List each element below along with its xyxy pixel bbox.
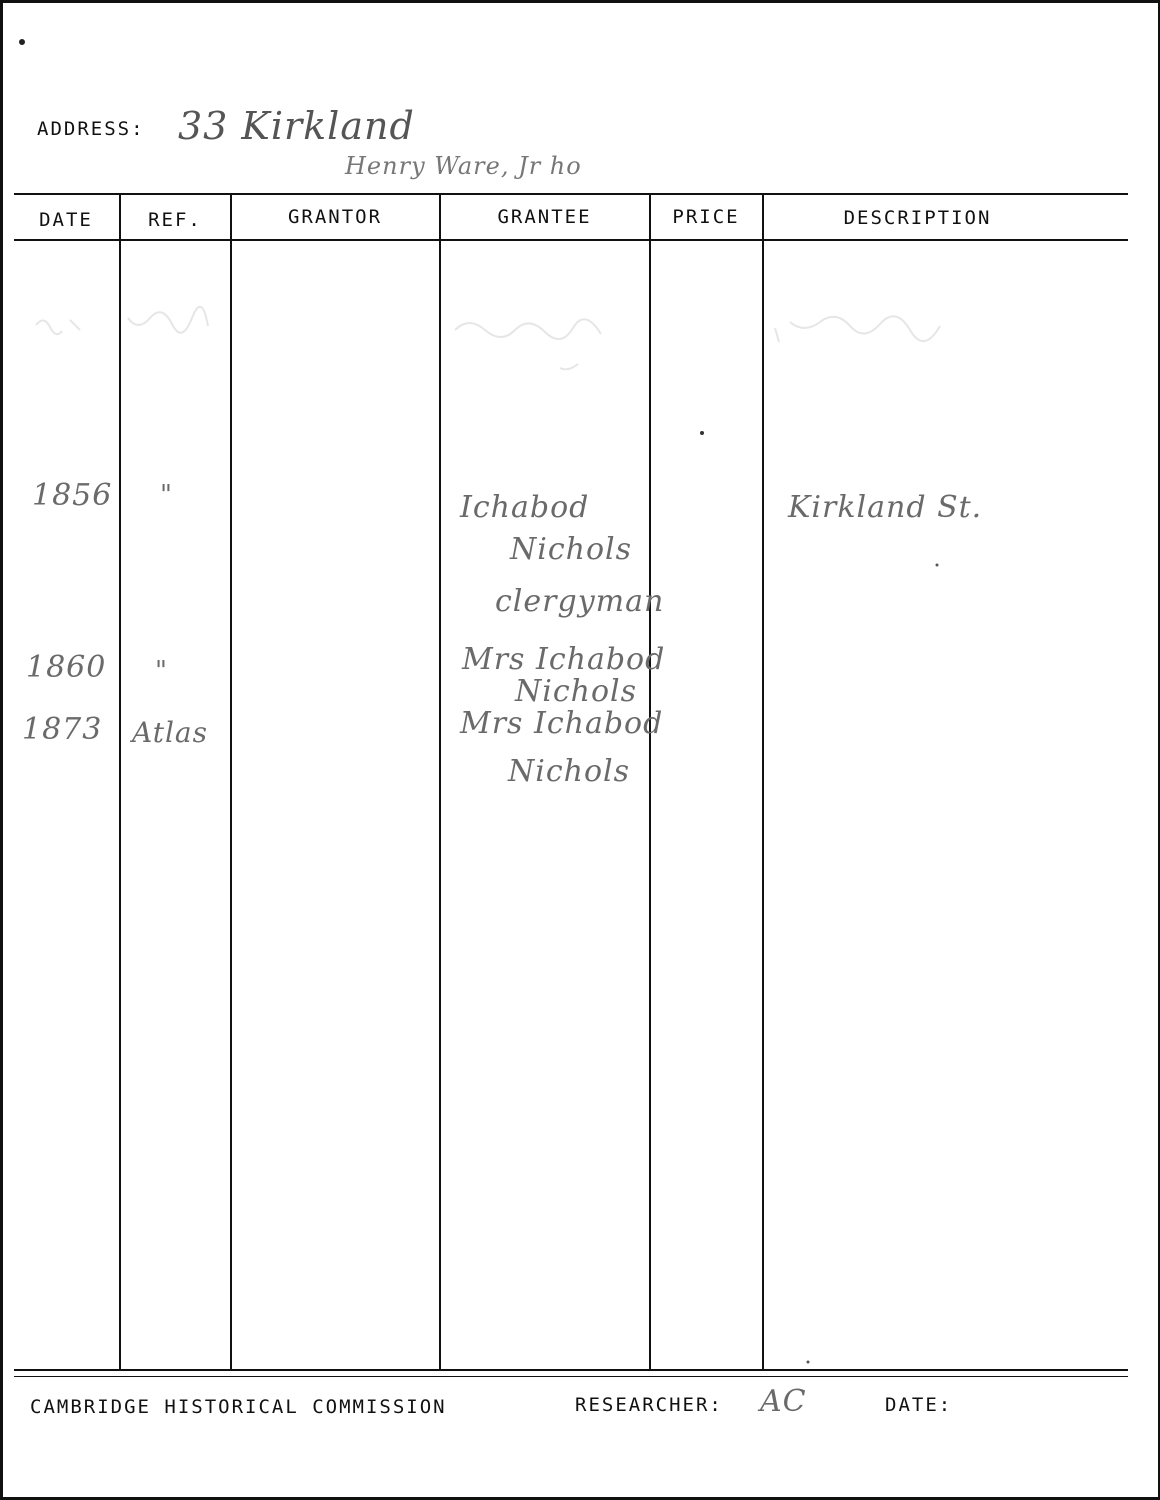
- researcher-label: RESEARCHER:: [575, 1394, 723, 1416]
- entry-grantee-line: Nichols: [515, 674, 638, 709]
- header-description: DESCRIPTION: [843, 207, 992, 229]
- entry-date: 1856: [32, 478, 113, 513]
- entry-grantee-line: Mrs Ichabod: [460, 706, 664, 741]
- entry-grantee-line: Ichabod: [460, 490, 590, 525]
- entry-ref: Atlas: [132, 716, 208, 749]
- entry-date: 1873: [22, 712, 103, 747]
- entry-grantee-line: Mrs Ichabod: [462, 642, 666, 677]
- entry-description: Kirkland St.: [788, 490, 983, 525]
- address-label: ADDRESS:: [37, 118, 145, 140]
- entry-ref: ": [160, 480, 173, 510]
- entry-grantee-line: clergyman: [495, 584, 665, 619]
- address-value: 33 Kirkland: [178, 104, 415, 148]
- entry-grantee-line: Nichols: [508, 754, 631, 789]
- header-date: DATE: [39, 209, 93, 231]
- date-label: DATE:: [885, 1394, 953, 1416]
- header-grantee: GRANTEE: [497, 206, 592, 228]
- header-ref: REF.: [148, 209, 202, 231]
- entry-grantee-line: Nichols: [510, 532, 633, 567]
- entry-ref: ": [155, 656, 168, 686]
- address-note: Henry Ware, Jr ho: [345, 152, 582, 180]
- footer-organization: CAMBRIDGE HISTORICAL COMMISSION: [30, 1396, 447, 1418]
- researcher-value: AC: [760, 1384, 807, 1419]
- header-price: PRICE: [672, 206, 740, 228]
- header-grantor: GRANTOR: [287, 206, 383, 228]
- entry-date: 1860: [26, 650, 107, 685]
